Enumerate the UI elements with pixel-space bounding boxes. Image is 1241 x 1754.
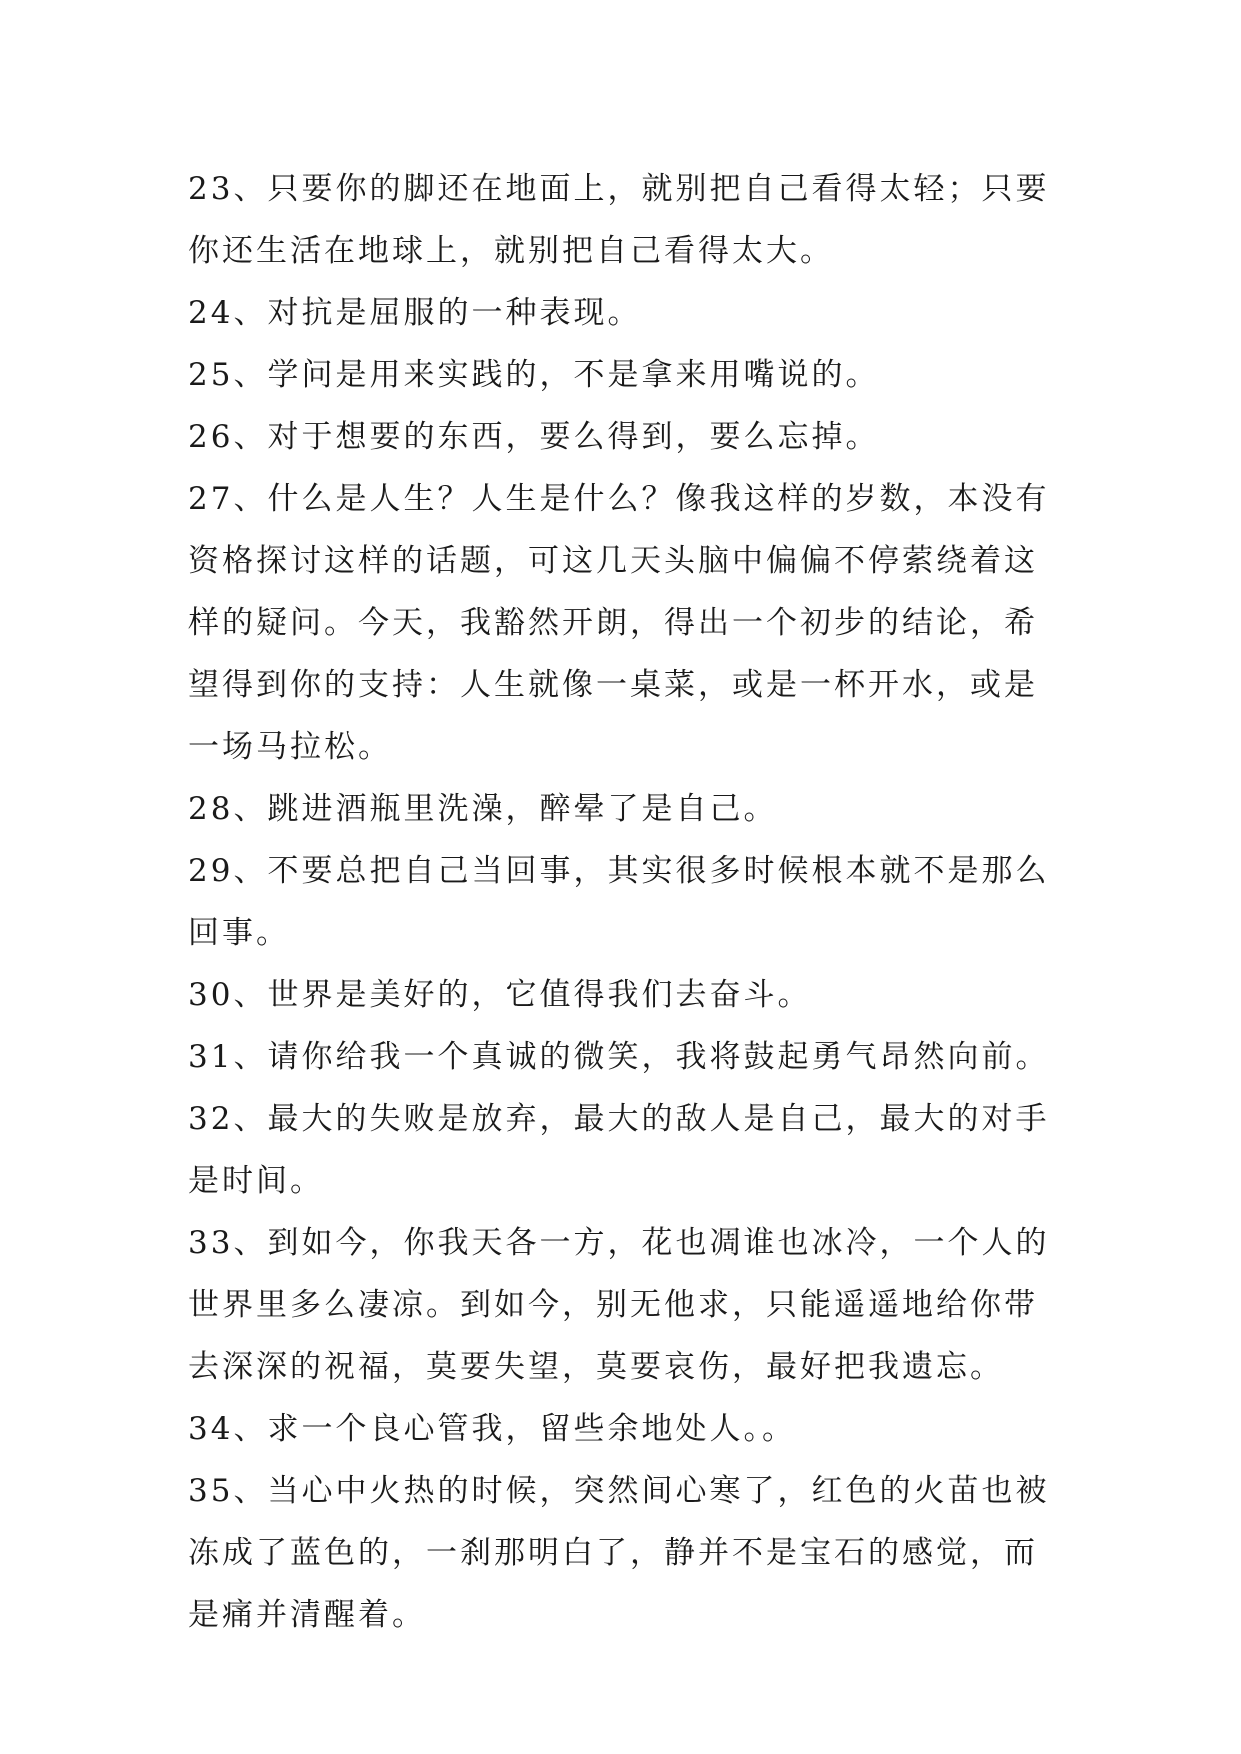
quote-paragraph-31: 31、请你给我一个真诚的微笑，我将鼓起勇气昂然向前。 — [188, 1039, 1050, 1075]
quote-paragraph-29: 29、不要总把自己当回事，其实很多时候根本就不是那么回事。 — [188, 853, 1050, 951]
quote-paragraph-26: 26、对于想要的东西，要么得到，要么忘掉。 — [188, 419, 880, 455]
quote-paragraph-23: 23、只要你的脚还在地面上，就别把自己看得太轻；只要你还生活在地球上，就别把自己看得太大。 — [188, 171, 1050, 269]
quote-paragraph-33: 33、到如今，你我天各一方，花也凋谁也冰冷，一个人的世界里多么凄凉。到如今，别无他求，只能遥遥地给你带去深深的祝福，莫要失望，莫要哀伤，最好把我遗忘。 — [188, 1225, 1050, 1385]
quote-paragraph-32: 32、最大的失败是放弃，最大的敌人是自己，最大的对手是时间。 — [188, 1101, 1050, 1199]
quote-paragraph-30: 30、世界是美好的，它值得我们去奋斗。 — [188, 977, 812, 1013]
document-body — [188, 158, 1068, 1646]
quote-paragraph-35: 35、当心中火热的时候，突然间心寒了，红色的火苗也被冻成了蓝色的，一刹那明白了，静并不是宝石的感觉，而是痛并清醒着。 — [188, 1473, 1050, 1633]
quote-paragraph-25: 25、学问是用来实践的，不是拿来用嘴说的。 — [188, 357, 880, 393]
quote-paragraph-34: 34、求一个良心管我，留些余地处人。。 — [188, 1411, 796, 1447]
quote-paragraph-28: 28、跳进酒瓶里洗澡，醉晕了是自己。 — [188, 791, 778, 827]
quote-paragraph-24: 24、对抗是屈服的一种表现。 — [188, 295, 642, 331]
quote-paragraph-27: 27、什么是人生？人生是什么？像我这样的岁数，本没有资格探讨这样的话题，可这几天头脑中偏偏不停萦绕着这样的疑问。今天，我豁然开朗，得出一个初步的结论，希望得到你的支持：人生就像一桌菜，或是一杯开水，或是一场马拉松。 — [188, 481, 1050, 765]
